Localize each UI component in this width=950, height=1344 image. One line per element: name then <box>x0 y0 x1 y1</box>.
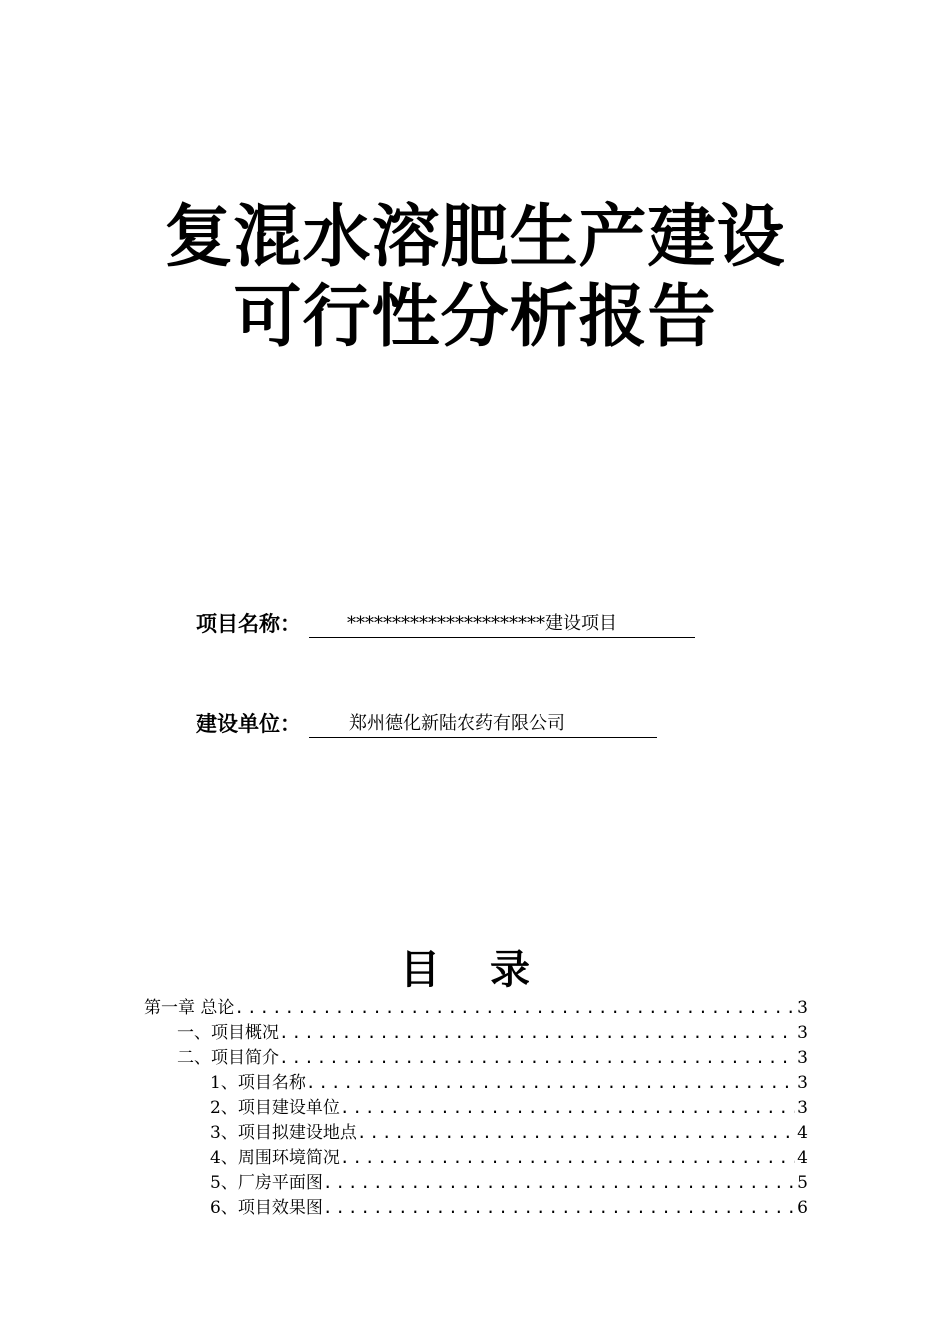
toc-item-text: 5、厂房平面图 <box>210 1173 323 1193</box>
toc-item-text: 4、周围环境简况 <box>210 1148 340 1168</box>
report-title-line-1: 复混水溶肥生产建设 <box>164 198 786 277</box>
toc-item-text: 2、项目建设单位 <box>210 1098 340 1118</box>
toc-item[interactable] <box>144 1095 808 1120</box>
toc-item[interactable] <box>144 1145 808 1170</box>
toc-item-text: 一、项目概况 <box>177 1023 279 1043</box>
toc-item-page: 5 <box>797 1173 808 1193</box>
toc-dot-leader <box>323 1170 795 1195</box>
toc-item-text: 3、项目拟建设地点 <box>210 1123 357 1143</box>
toc-heading: 目录 <box>400 947 580 993</box>
toc-item-text: 1、项目名称 <box>210 1073 306 1093</box>
report-title-line-2: 可行性分析报告 <box>233 278 717 357</box>
toc-dot-leader <box>357 1120 795 1145</box>
toc-item-text: 二、项目简介 <box>177 1048 279 1068</box>
project-name-row <box>196 608 695 638</box>
toc-dot-leader <box>279 1045 795 1070</box>
toc-dot-leader <box>323 1195 795 1220</box>
builder-label: 建设单位： <box>196 712 301 736</box>
toc-item-text: 6、项目效果图 <box>210 1198 323 1218</box>
project-name-value: **********************建设项目 <box>309 611 695 638</box>
toc-item[interactable] <box>144 1070 808 1095</box>
toc-item-text: 第一章 总论 <box>144 998 235 1018</box>
toc-item[interactable] <box>144 1020 808 1045</box>
toc-dot-leader <box>234 995 795 1020</box>
builder-row <box>196 708 657 738</box>
toc-item-page: 3 <box>797 1098 808 1118</box>
toc-dot-leader <box>340 1095 795 1120</box>
table-of-contents <box>144 995 808 1220</box>
toc-item-page: 4 <box>797 1148 808 1168</box>
toc-item[interactable] <box>144 1045 808 1070</box>
toc-item-page: 3 <box>797 1073 808 1093</box>
toc-item[interactable] <box>144 1195 808 1220</box>
toc-item[interactable] <box>144 995 808 1020</box>
toc-dot-leader <box>279 1020 795 1045</box>
toc-dot-leader <box>306 1070 795 1095</box>
toc-item[interactable] <box>144 1170 808 1195</box>
toc-item-page: 3 <box>797 1048 808 1068</box>
toc-item-page: 6 <box>797 1198 808 1218</box>
toc-item[interactable] <box>144 1120 808 1145</box>
toc-item-page: 4 <box>797 1123 808 1143</box>
project-name-label: 项目名称： <box>196 612 301 636</box>
toc-dot-leader <box>340 1145 795 1170</box>
builder-value: 郑州德化新陆农药有限公司 <box>309 711 657 738</box>
toc-item-page: 3 <box>797 1023 808 1043</box>
toc-item-page: 3 <box>797 998 808 1018</box>
